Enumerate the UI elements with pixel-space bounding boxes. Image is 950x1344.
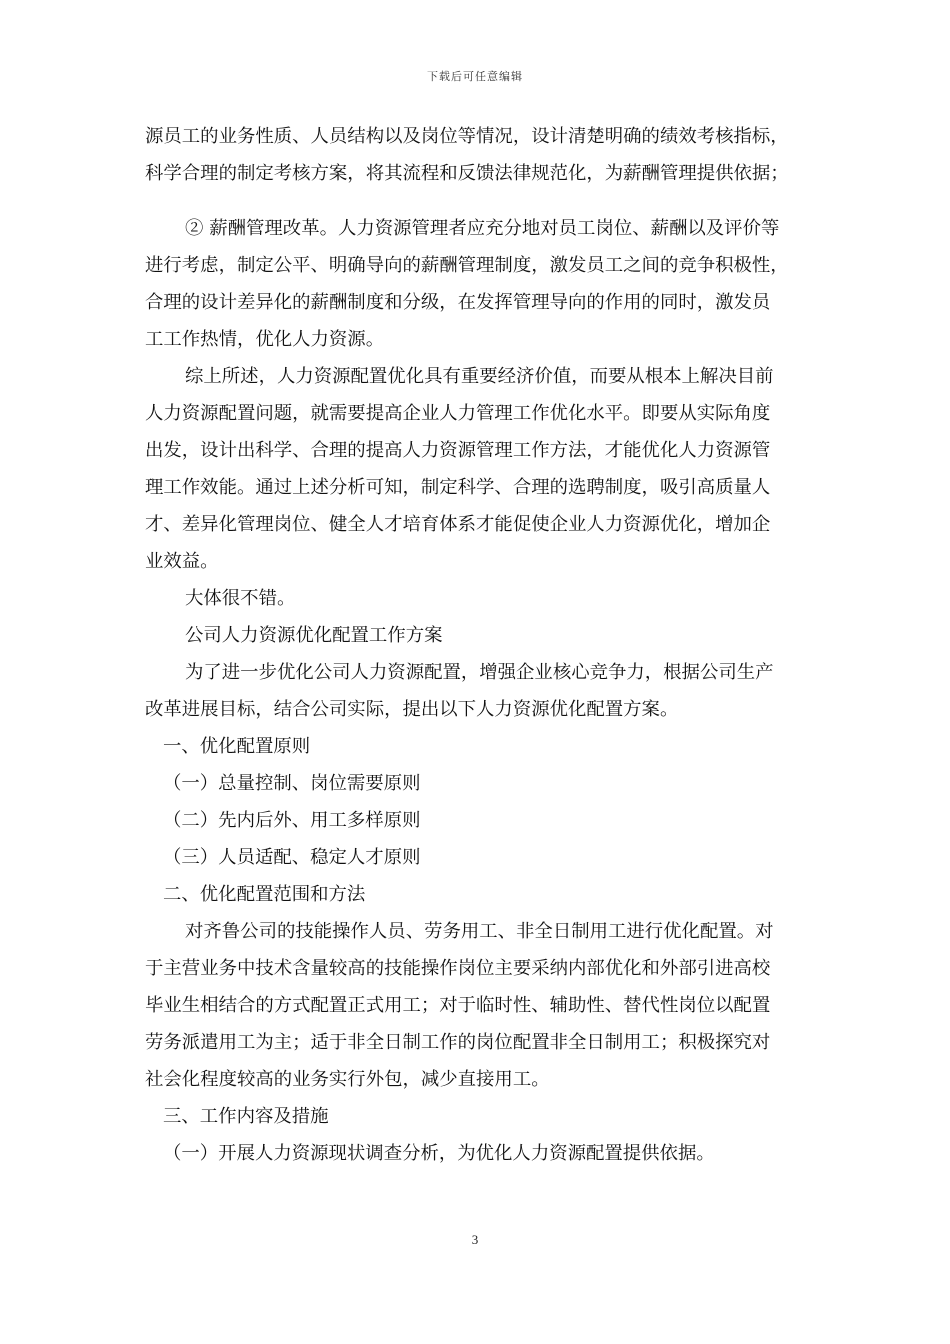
- paragraph-line: 为了进一步优化公司人力资源配置，增强企业核心竞争力，根据公司生产: [185, 662, 774, 683]
- paragraph-line: 毕业生相结合的方式配置正式用工；对于临时性、辅助性、替代性岗位以配置: [145, 995, 771, 1016]
- paragraph-line: 合理的设计差异化的薪酬制度和分级，在发挥管理导向的作用的同时，激发员: [145, 292, 771, 313]
- page-number: 3: [471, 1232, 479, 1247]
- paragraph-gap: [145, 192, 809, 210]
- paragraph-line: 改革进展目标，结合公司实际，提出以下人力资源优化配置方案。: [145, 699, 679, 720]
- paragraph-line: 综上所述，人力资源配置优化具有重要经济价值，而要从根本上解决目前: [185, 366, 774, 387]
- paragraph-line: 人力资源配置问题，就需要提高企业人力管理工作优化水平。即要从实际角度: [145, 403, 771, 424]
- paragraph-line: 社会化程度较高的业务实行外包，减少直接用工。: [145, 1069, 550, 1090]
- heading-line: 一、优化配置原则: [163, 736, 311, 757]
- paragraph-line: 大体很不错。: [185, 588, 296, 609]
- list-item: （三）人员适配、稳定人才原则: [163, 847, 421, 868]
- paragraph-line: 业效益。: [145, 551, 219, 572]
- page-header: 下载后可任意编辑: [427, 70, 523, 83]
- paragraph-line: 工工作热情，优化人力资源。: [145, 329, 385, 350]
- paragraph-line: 才、差异化管理岗位、健全人才培育体系才能促使企业人力资源优化，增加企: [145, 514, 771, 535]
- paragraph-line: 出发，设计出科学、合理的提高人力资源管理工作方法，才能优化人力资源管: [145, 440, 771, 461]
- paragraph-line: ② 薪酬管理改革。人力资源管理者应充分地对员工岗位、薪酬以及评价等: [185, 218, 780, 239]
- paragraph-line: 科学合理的制定考核方案，将其流程和反馈法律规范化，为薪酬管理提供依据；: [145, 163, 789, 184]
- heading-line: 三、工作内容及措施: [163, 1106, 329, 1127]
- paragraph-line: 理工作效能。通过上述分析可知，制定科学、合理的选聘制度，吸引高质量人: [145, 477, 771, 498]
- paragraph-line: 于主营业务中技术含量较高的技能操作岗位主要采纳内部优化和外部引进高校: [145, 958, 771, 979]
- paragraph-line: 劳务派遣用工为主；适于非全日制工作的岗位配置非全日制用工；积极探究对: [145, 1032, 771, 1053]
- section-title: 公司人力资源优化配置工作方案: [185, 625, 443, 646]
- list-item: （一）总量控制、岗位需要原则: [163, 773, 421, 794]
- list-item: （一）开展人力资源现状调查分析，为优化人力资源配置提供依据。: [163, 1143, 715, 1164]
- paragraph-line: 源员工的业务性质、人员结构以及岗位等情况，设计清楚明确的绩效考核指标，: [145, 126, 789, 147]
- document-body: [145, 118, 809, 1172]
- paragraph-line: 对齐鲁公司的技能操作人员、劳务用工、非全日制用工进行优化配置。对: [185, 921, 774, 942]
- list-item: （二）先内后外、用工多样原则: [163, 810, 421, 831]
- heading-line: 二、优化配置范围和方法: [163, 884, 366, 905]
- paragraph-line: 进行考虑，制定公平、明确导向的薪酬管理制度，激发员工之间的竞争积极性，: [145, 255, 789, 276]
